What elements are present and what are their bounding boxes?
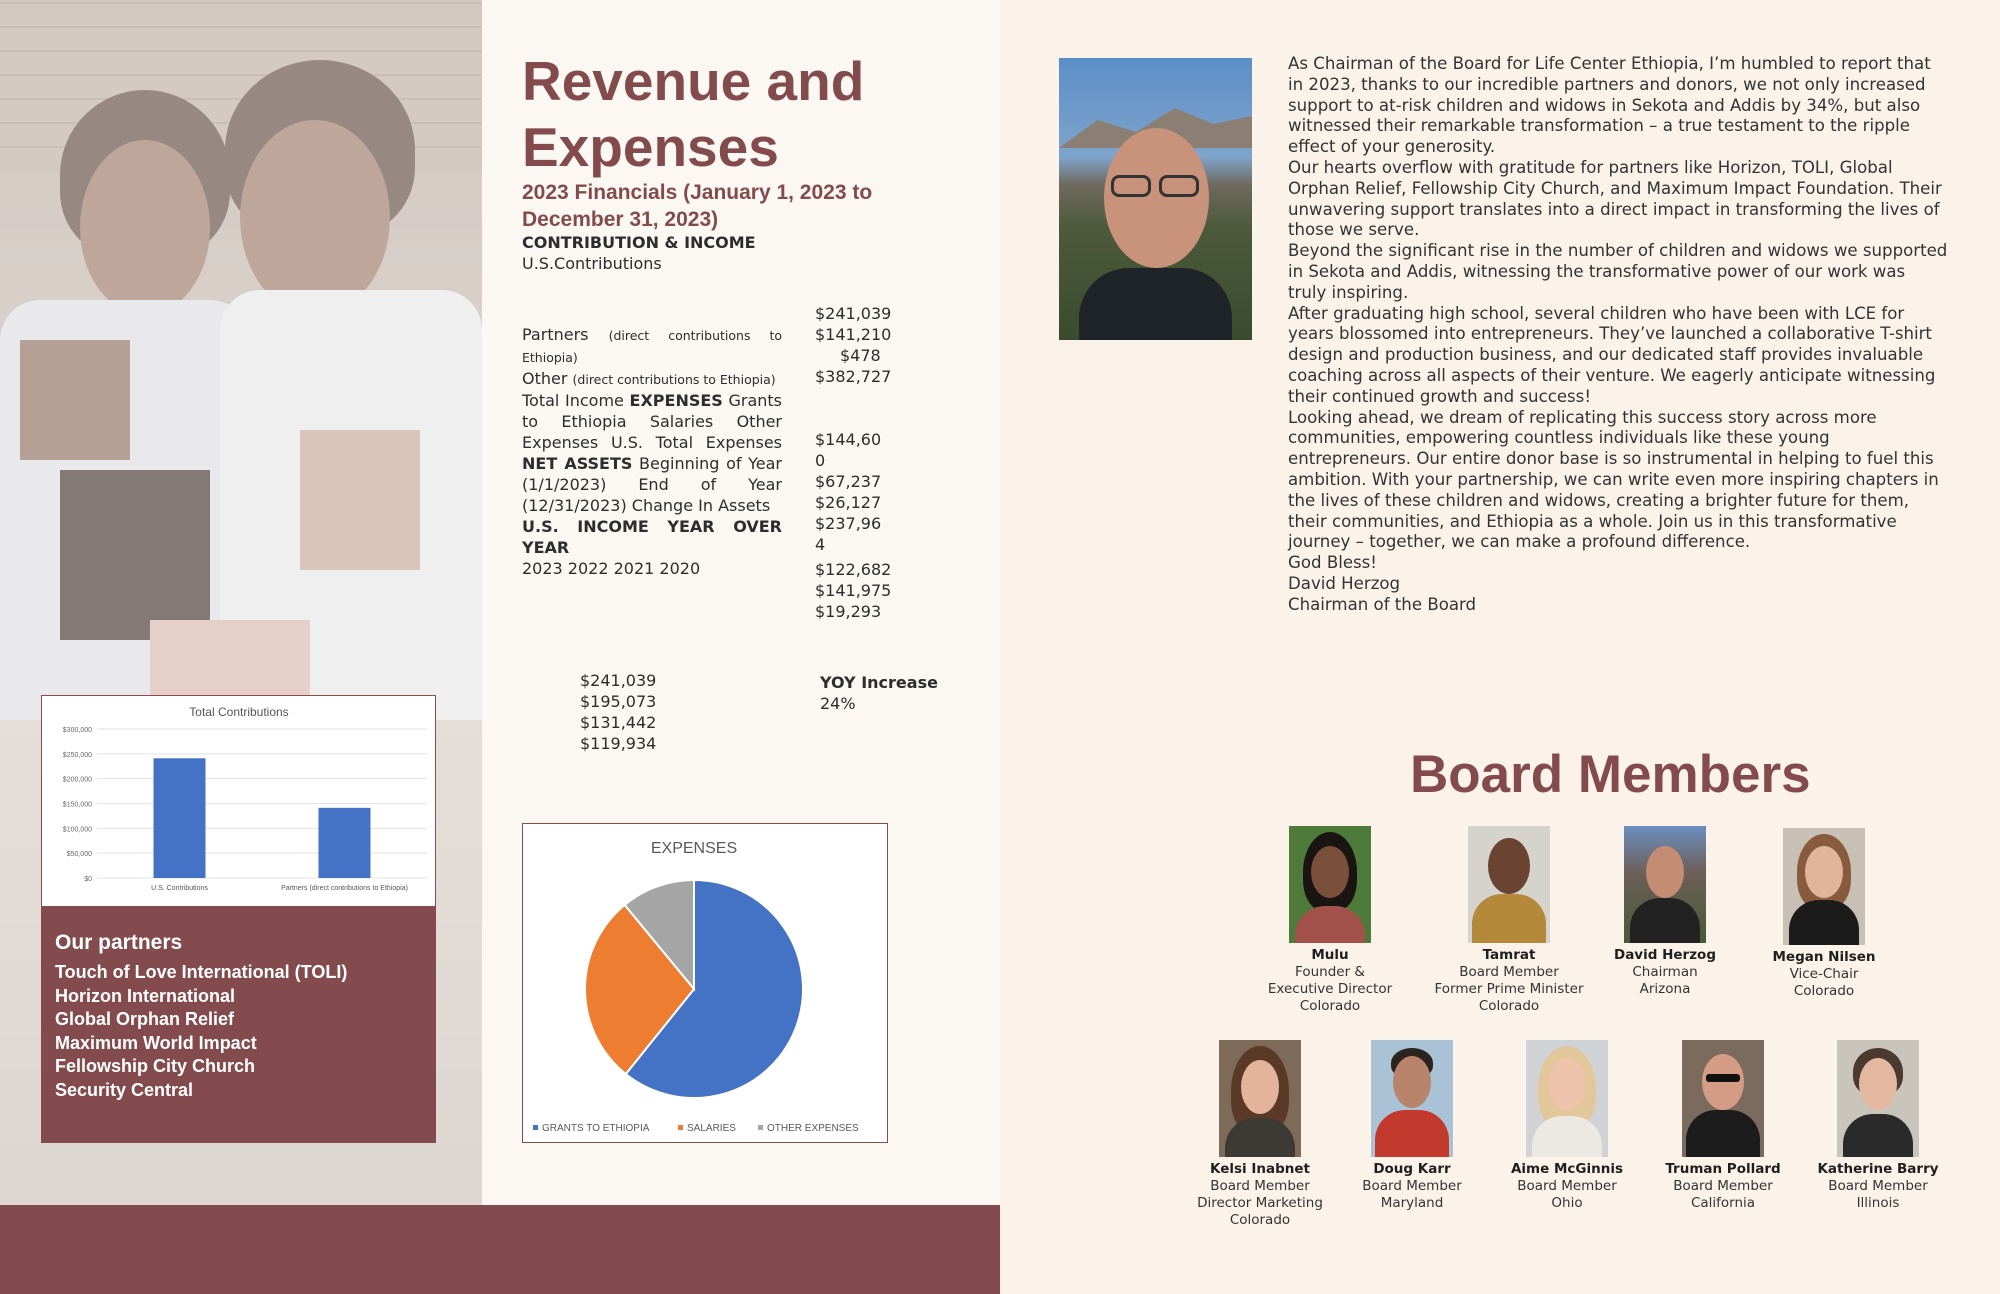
board-member <box>1175 1040 1345 1229</box>
y-tick-label: $0 <box>84 876 92 883</box>
member-photo <box>1219 1040 1301 1157</box>
board-title: Board Members <box>1410 745 1811 804</box>
member-name: Aime McGinnis <box>1510 1161 1624 1177</box>
member-detail: Ohio <box>1551 1195 1583 1211</box>
member-detail: Colorado <box>1478 998 1540 1014</box>
face <box>1104 128 1209 268</box>
member-name: Mulu <box>1311 947 1349 963</box>
member-photo <box>1371 1040 1453 1157</box>
chairman-photo <box>1059 58 1252 340</box>
y-tick-label: $50,000 <box>66 851 92 859</box>
partner-item: Security Central <box>55 1079 194 1100</box>
member-detail: Maryland <box>1380 1195 1444 1211</box>
amount-value: $19,293 <box>815 602 882 621</box>
expenses-heading: EXPENSES <box>629 391 723 410</box>
partner-item: Horizon International <box>55 985 235 1006</box>
board-member <box>1245 826 1415 1015</box>
page-title: Revenue and Expenses <box>522 50 865 178</box>
partner-item: Maximum World Impact <box>55 1032 257 1053</box>
member-detail: Director Marketing <box>1197 1195 1323 1211</box>
amount-value: $141,975 <box>815 581 892 600</box>
total-income-label: Total Income <box>522 391 624 410</box>
legend-label: GRANTS TO ETHIOPIA <box>542 1123 650 1134</box>
amount-value: 0 <box>815 451 826 470</box>
chart-title: Total Contributions <box>189 705 289 719</box>
board-member <box>1580 826 1750 998</box>
contributions-chart <box>41 695 436 907</box>
shirt <box>1079 268 1232 340</box>
amount-value: $382,727 <box>815 367 892 386</box>
legend-swatch <box>678 1125 683 1130</box>
partners-label: Partners <box>522 325 589 344</box>
partner-item: Fellowship City Church <box>55 1056 256 1076</box>
member-detail: Colorado <box>1299 998 1361 1014</box>
x-tick-label: U.S. Contributions <box>151 885 208 892</box>
partners-heading: Our partners <box>55 931 183 954</box>
member-photo <box>1837 1040 1919 1157</box>
contributions-chart-svg <box>42 696 437 908</box>
board-member <box>1482 1040 1652 1212</box>
board-member <box>1327 1040 1497 1212</box>
expenses-labels: Grants to Ethiopia Salaries Other Expenses U.S. Total Expenses <box>522 391 782 452</box>
amount-value: $141,210 <box>815 325 892 344</box>
footer-band <box>0 1205 1000 1294</box>
expenses-chart <box>522 823 888 1143</box>
yoy-increase-label: YOY Increase <box>820 673 938 692</box>
member-detail: Executive Director <box>1267 981 1393 997</box>
amount-value: $241,039 <box>815 304 892 323</box>
amount-value: $67,237 <box>815 472 882 491</box>
letter-paragraph: After graduating high school, several children who have been with LCE for years blossomed into entrepreneurs. They’ve launched a collaborative T-shirt design and production business, and our dedicated staff provides invaluable coaching across all aspects of their venture. We eagerly anticipate witnessing their continued growth and success! <box>1288 303 1936 406</box>
board-member <box>1638 1040 1808 1212</box>
member-detail: Colorado <box>1793 983 1855 999</box>
member-name: Megan Nilsen <box>1772 949 1876 965</box>
member-detail: Board Member <box>1828 1178 1928 1194</box>
member-name: David Herzog <box>1613 947 1716 963</box>
partners-note: (direct contributions to Ethiopia) <box>522 328 782 365</box>
member-name: Doug Karr <box>1373 1161 1451 1177</box>
financial-labels <box>522 324 782 579</box>
member-detail: Board Member <box>1517 1178 1617 1194</box>
member-photo <box>1624 826 1706 943</box>
years-label: 2023 2022 2021 2020 <box>522 559 701 578</box>
other-note: (direct contributions to Ethiopia) <box>572 372 776 387</box>
letter-paragraph: Looking ahead, we dream of replicating this success story across more communities, empowering countless individuals like these young entrepreneurs. Our entire donor base is so instrumental in helping to fuel this ambition. With your partnership, we can write even more inspiring chapters in the lives of these children and widows, creating a brighter future for them, their communities, and Ethiopia as a whole. Join us in this transformative journey – together, we can make a profound difference. <box>1288 407 1939 552</box>
member-photo <box>1783 828 1865 945</box>
yoy-increase-value: 24% <box>820 694 856 713</box>
y-tick-label: $250,000 <box>62 751 92 759</box>
board-member <box>1793 1040 1963 1212</box>
net-assets-labels: Beginning of Year (1/1/2023) End of Year (12/31/2023) Change In Assets <box>522 454 782 515</box>
legend-swatch <box>758 1125 763 1130</box>
chairman-letter <box>1288 54 1948 616</box>
y-tick-label: $300,000 <box>62 727 92 734</box>
bar <box>319 808 371 878</box>
member-photo <box>1468 826 1550 943</box>
member-detail: Board Member <box>1459 964 1559 980</box>
member-photo <box>1526 1040 1608 1157</box>
partners-list <box>55 961 422 1102</box>
board-member <box>1424 826 1594 1015</box>
member-detail: Founder & <box>1295 964 1365 980</box>
yoy-heading: U.S. INCOME YEAR OVER YEAR <box>522 517 782 557</box>
letter-signature: David Herzog <box>1288 573 1401 593</box>
amount-value: $26,127 <box>815 493 882 512</box>
member-photo <box>1289 826 1371 943</box>
yoy-values <box>580 670 670 754</box>
member-detail: Vice-Chair <box>1789 966 1859 982</box>
member-detail: Board Member <box>1673 1178 1773 1194</box>
letter-paragraph: Beyond the significant rise in the number of children and widows we supported in Sekota and Addis, witnessing the transformative power of our work was truly inspiring. <box>1288 241 1948 302</box>
us-contributions-label: U.S.Contributions <box>522 254 662 273</box>
contribution-heading: CONTRIBUTION & INCOME <box>522 233 756 252</box>
financials-subtitle: 2023 Financials (January 1, 2023 to December 31, 2023) <box>522 181 873 231</box>
letter-paragraph: Our hearts overflow with gratitude for partners like Horizon, TOLI, Global Orphan Relief, Fellowship City Church, and Maximum Impact Foundation. Their unwavering support translates into a direct impact in transforming the lives of those we serve. <box>1288 157 1942 240</box>
member-detail: Colorado <box>1229 1212 1291 1228</box>
glasses <box>1111 175 1151 197</box>
amount-value: $237,96 <box>815 514 882 533</box>
y-tick-label: $200,000 <box>62 776 92 784</box>
member-detail: Former Prime Minister <box>1434 981 1584 997</box>
amount-value <box>815 387 905 408</box>
letter-paragraph: As Chairman of the Board for Life Center Ethiopia, I’m humbled to report that in 2023, thanks to our incredible partners and donors, we not only increased support to at-risk children and widows in Sekota and Addis by 34%, but also witnessed their remarkable transformation – a true testament to the ripple effect of your generosity. <box>1288 54 1931 157</box>
x-tick-label: Partners (direct contributions to Ethiopia) <box>281 885 408 892</box>
yoy-value: $119,934 <box>580 734 657 753</box>
partners-box <box>41 907 436 1143</box>
yoy-value: $195,073 <box>580 692 657 711</box>
board-member <box>1739 828 1909 1000</box>
letter-signoff: God Bless! <box>1288 553 1377 573</box>
bar <box>154 758 206 878</box>
partner-item: Touch of Love International (TOLI) <box>55 962 348 982</box>
yoy-value: $131,442 <box>580 713 657 732</box>
amount-value: 4 <box>815 535 826 554</box>
financial-amounts <box>815 303 905 622</box>
yoy-value: $241,039 <box>580 671 657 690</box>
net-assets-heading: NET ASSETS <box>522 454 633 473</box>
member-detail: Illinois <box>1856 1195 1900 1211</box>
y-tick-label: $100,000 <box>62 826 92 834</box>
legend-label: OTHER EXPENSES <box>767 1123 859 1134</box>
other-label: Other <box>522 369 568 388</box>
member-detail: Chairman <box>1632 964 1698 980</box>
legend-swatch <box>533 1125 538 1130</box>
amount-value: $144,60 <box>815 430 882 449</box>
partner-item: Global Orphan Relief <box>55 1009 235 1029</box>
member-detail: California <box>1690 1195 1756 1211</box>
member-detail: Board Member <box>1210 1178 1310 1194</box>
member-detail: Board Member <box>1362 1178 1462 1194</box>
member-name: Tamrat <box>1482 947 1536 963</box>
member-name: Katherine Barry <box>1817 1161 1939 1177</box>
member-detail: Arizona <box>1639 981 1691 997</box>
member-name: Truman Pollard <box>1665 1161 1781 1177</box>
amount-value: $478 <box>840 346 881 365</box>
letter-signature-title: Chairman of the Board <box>1288 594 1477 614</box>
glasses <box>1159 175 1199 197</box>
member-photo <box>1682 1040 1764 1157</box>
member-name: Kelsi Inabnet <box>1210 1161 1310 1177</box>
legend-label: SALARIES <box>687 1123 736 1134</box>
chart-title: EXPENSES <box>650 840 738 857</box>
amount-value: $122,682 <box>815 560 892 579</box>
y-tick-label: $150,000 <box>62 801 92 809</box>
amount-value <box>815 408 905 429</box>
expenses-chart-svg <box>523 824 889 1144</box>
